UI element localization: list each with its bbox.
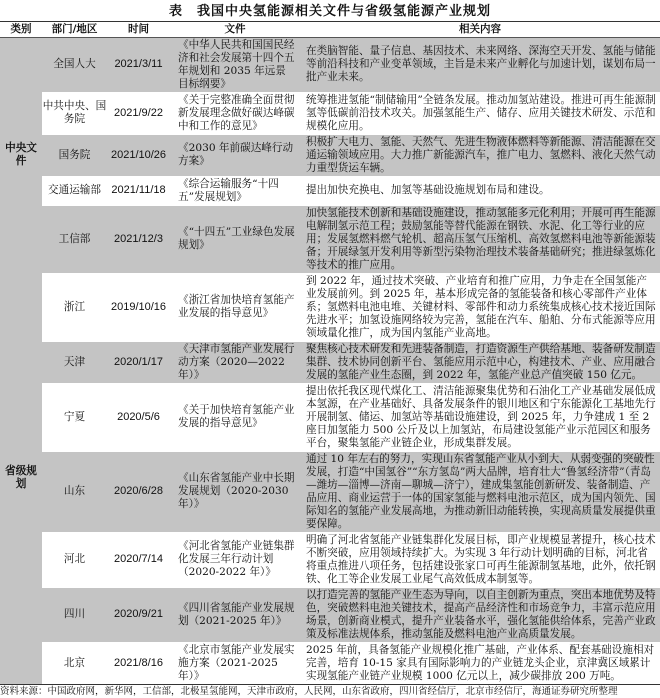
table-row — [0, 273, 660, 341]
document-cell: 《浙江省加快培育氢能产业发展的指导意见》 — [170, 273, 300, 341]
date-cell: 2020/1/17 — [107, 341, 170, 383]
header-date: 时间 — [107, 22, 170, 37]
policy-table — [0, 22, 660, 684]
date-cell: 2021/9/22 — [107, 92, 170, 134]
dept-cell: 交通运输部 — [42, 176, 107, 205]
header-doc: 文件 — [170, 22, 300, 37]
document-cell: 《综合运输服务“十四五”发展规划》 — [170, 176, 300, 205]
content-cell: 提出加快充换电、加氢等基础设施规划布局和建设。 — [300, 176, 660, 205]
table-row — [0, 92, 660, 134]
document-cell: 《河北省氢能产业链集群化发展三年行动计划（2020-2022 年）》 — [170, 532, 300, 587]
date-cell: 2021/11/18 — [107, 176, 170, 205]
date-cell: 2019/10/16 — [107, 273, 170, 341]
document-cell: 《天津市氢能产业发展行动方案（2020—2022 年）》 — [170, 341, 300, 383]
date-cell: 2021/8/16 — [107, 642, 170, 684]
table-row — [0, 383, 660, 451]
content-cell: 统筹推进氢能“制储输用”全链条发展。推动加氢站建设。推进可再生能源制氢等低碳前沿技术攻关。加强氢能生产、储存、应用关键技术研发、示范和规模化应用。 — [300, 92, 660, 134]
date-cell: 2020/5/6 — [107, 383, 170, 451]
date-cell: 2021/12/3 — [107, 205, 170, 273]
table-title: 表 我国中央氢能源相关文件与省级氢能源产业规划 — [0, 0, 660, 22]
dept-cell: 四川 — [42, 587, 107, 642]
dept-cell: 国务院 — [42, 134, 107, 176]
dept-cell: 山东 — [42, 451, 107, 532]
content-cell: 2025 年前，具备氢能产业规模化推广基础，产业体系、配套基础设施相对完善，培育 10-15 家具有国际影响力的产业链龙头企业，京津冀区域累计实现氢能产业链产业规模 1000 亿元以上，减少碳排放 200 万吨。 — [300, 642, 660, 684]
document-cell: 《“十四五”工业绿色发展规划》 — [170, 205, 300, 273]
source-note: 资料来源：中国政府网，新华网，工信部，北极星氢能网，天津市政府，人民网，山东省政府，四川省经信厅，北京市经信厅，海通证券研究所整理 — [0, 684, 660, 698]
content-cell: 提出依托我区现代煤化工、清洁能源聚集优势和石油化工产业基础发展低成本氢源，在产业基础好、具备发展条件的银川地区和宁东能源化工基地先行开展制氢、储运、加氢站等基础设施建设，到 2025 年，力争建成 1 至 2 座日加氢能力 500 公斤及以上加氢站，布局建设氢能产业示范园区和服务平台，聚集氢能产业链企业，形成集群发展。 — [300, 383, 660, 451]
dept-cell: 河北 — [42, 532, 107, 587]
table-row — [0, 134, 660, 176]
document-cell: 《关于加快培育氢能产业发展的指导意见》 — [170, 383, 300, 451]
dept-cell: 工信部 — [42, 205, 107, 273]
header-row — [0, 22, 660, 37]
category-provincial: 省级规划 — [0, 273, 42, 684]
dept-cell: 北京 — [42, 642, 107, 684]
dept-cell: 宁夏 — [42, 383, 107, 451]
dept-cell: 天津 — [42, 341, 107, 383]
table-row — [0, 587, 660, 642]
dept-cell: 中共中央、国务院 — [42, 92, 107, 134]
date-cell: 2021/10/26 — [107, 134, 170, 176]
content-cell: 通过 10 年左右的努力，实现山东省氢能产业从小到大、从弱变强的突破性发展，打造“中国氢谷”“东方氢岛”两大品牌，培育壮大“鲁氢经济带”（青岛—潍坊—淄博—济南—聊城—济宁），建成集氢能创新研发、装备制造、产品应用、商业运营于一体的国家氢能与燃料电池示范区，成为国内领先、国际知名的氢能产业发展高地，为推动新旧动能转换，实现高质量发展提供重要保障。 — [300, 451, 660, 532]
date-cell: 2020/7/14 — [107, 532, 170, 587]
table-row — [0, 642, 660, 684]
document-cell: 《关于完整准确全面贯彻新发展理念做好碳达峰碳中和工作的意见》 — [170, 92, 300, 134]
content-cell: 到 2022 年，通过技术突破、产业培育和推广应用，力争走在全国氢能产业发展前列。到 2025 年，基本形成完备的氢能装备和核心零部件产业体系；氢燃料电池电堆、关键材料、零部件和动力系统集成核心技术接近国际先进水平；加氢设施网络较为完善，氢能在汽车、船舶、分布式能源等应用领域量化推广，成为国内氢能产业高地。 — [300, 273, 660, 341]
date-cell: 2021/3/11 — [107, 37, 170, 92]
document-cell: 《中华人民共和国国民经济和社会发展第十四个五年规划和 2035 年远景目标纲要》 — [170, 37, 300, 92]
header-category: 类别 — [0, 22, 42, 37]
table-row — [0, 532, 660, 587]
content-cell: 积极扩大电力、氢能、天然气、先进生物液体燃料等新能源、清洁能源在交通运输领域应用。大力推广新能源汽车，推广电力、氢燃料、液化天然气动力重型货运车辆。 — [300, 134, 660, 176]
header-dept: 部门/地区 — [42, 22, 107, 37]
document-cell: 《山东省氢能产业中长期发展规划（2020-2030 年）》 — [170, 451, 300, 532]
table-row — [0, 451, 660, 532]
date-cell: 2020/6/28 — [107, 451, 170, 532]
content-cell: 聚焦核心技术研发和先进装备制造，打造资源生产供给基地、装备研发制造集群、技术协同创新平台、氢能应用示范中心，构建技术、产业、应用融合发展的氢能产业生态圈，到 2022 年，氢能产业总产值突破 150 亿元。 — [300, 341, 660, 383]
content-cell: 以打造完善的氢能产业生态为导向，以自主创新为重点，突出本地优势及特色，突破燃料电池关键技术，提高产品经济性和市场竞争力，丰富示范应用场景，创新商业模式，提升产业装备水平，强化氢能供给体系，完善产业政策及标准法规体系，推动氢能及燃料电池产业高质量发展。 — [300, 587, 660, 642]
date-cell: 2020/9/21 — [107, 587, 170, 642]
table-row — [0, 37, 660, 92]
table-row — [0, 176, 660, 205]
dept-cell: 浙江 — [42, 273, 107, 341]
content-cell: 加快氢能技术创新和基础设施建设，推动氢能多元化利用；开展可再生能源电解制氢示范工程；鼓励氢能等替代能源在钢铁、水泥、化工等行业的应用；发展氢燃料燃气轮机、超高压氢气压缩机、高效氢燃料电池等新能源装备；开展绿氢开发利用等新型污染物治理技术装备基础研究；推进绿氢炼化等技术的推广应用。 — [300, 205, 660, 273]
table-row — [0, 341, 660, 383]
category-central: 中央文件 — [0, 37, 42, 273]
document-cell: 《北京市氢能产业发展实施方案（2021-2025 年）》 — [170, 642, 300, 684]
document-cell: 《四川省氢能产业发展规划（2021-2025 年）》 — [170, 587, 300, 642]
header-content: 相关内容 — [300, 22, 660, 37]
document-cell: 《2030 年前碳达峰行动方案》 — [170, 134, 300, 176]
content-cell: 在类脑智能、量子信息、基因技术、未来网络、深海空天开发、氢能与储能等前沿科技和产业变革领域，主旨是未来产业孵化与加速计划，谋划布局一批产业未来。 — [300, 37, 660, 92]
table-row — [0, 205, 660, 273]
dept-cell: 全国人大 — [42, 37, 107, 92]
content-cell: 明确了河北省氢能产业链集群化发展目标，即产业规模显著提升，核心技术不断突破，应用领域持续扩大。为实现 3 年行动计划明确的目标，河北省将重点推进八项任务，包括建设张家口可再生能源制氢基地，此外，依托钢铁、化工等企业发展工业尾气高效低成本制氢等。 — [300, 532, 660, 587]
